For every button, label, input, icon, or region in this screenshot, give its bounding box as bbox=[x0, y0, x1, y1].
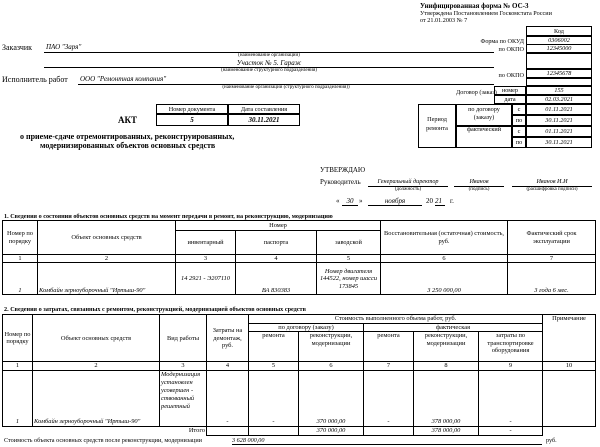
approval-month: ноября bbox=[368, 197, 422, 206]
approval-text: Утверждена Постановлением Госкомстата России bbox=[420, 10, 552, 17]
s1-h-passport: паспорта bbox=[236, 231, 317, 255]
s1-h-residual: Восстановительная (остаточная) стоимость, руб. bbox=[381, 221, 508, 255]
doc-num-label: Номер документа bbox=[156, 104, 228, 114]
head-fullname: Иванов И.И bbox=[536, 178, 568, 185]
s2-total-label: Итого bbox=[160, 426, 207, 435]
s1-colnum: 3 bbox=[176, 255, 236, 263]
year-suffix: г. bbox=[450, 197, 454, 205]
actual-label: фактический bbox=[466, 126, 502, 133]
s1-colnum: 2 bbox=[38, 255, 176, 263]
s2-colnum: 9 bbox=[479, 362, 543, 370]
s2-row-note bbox=[543, 370, 596, 426]
s1-row-factory: Номер двигателя 144522, номер шасси 173845 bbox=[317, 263, 381, 295]
s1-colnum: 7 bbox=[508, 255, 596, 263]
s1-colnum: 1 bbox=[3, 255, 38, 263]
to-label-2: по bbox=[512, 137, 526, 148]
from-label-1: с bbox=[512, 104, 526, 115]
okud-code: 0306002 bbox=[526, 36, 592, 45]
contract-number: 155 bbox=[526, 86, 592, 95]
s2-h-recon: реконструкции, модернизации bbox=[299, 332, 364, 362]
s1-h-life: Фактический срок эксплуатации bbox=[508, 221, 596, 255]
s2-h-work: Вид работы bbox=[160, 315, 207, 362]
s1-colnum: 4 bbox=[236, 255, 317, 263]
actual-to: 30.11.2021 bbox=[526, 137, 592, 148]
signature-caption: (подпись) bbox=[468, 187, 490, 192]
s2-h-costs: Затраты на демонтаж, руб. bbox=[207, 315, 249, 362]
s2-row-recon2: 378 000,00 bbox=[414, 370, 479, 426]
contract-number-label: номер bbox=[494, 86, 526, 95]
actual-from: 01.11.2021 bbox=[526, 126, 592, 137]
s2-h-transport: затраты по транспортировке оборудования bbox=[479, 332, 543, 362]
contract-from: 01.11.2021 bbox=[526, 104, 592, 115]
customer-name-caption: (наименование организации) bbox=[238, 53, 300, 58]
s2-h-contract: по договору (заказу) bbox=[249, 324, 364, 332]
s1-h-name: Объект основных средств bbox=[38, 221, 176, 255]
customer-unit: Участок № 5. Гараж bbox=[236, 59, 302, 67]
s2-h-name: Объект основных средств bbox=[33, 315, 160, 362]
customer-unit-caption: (наименование структурного подразделения) bbox=[221, 68, 317, 73]
s2-row-repair: - bbox=[249, 370, 299, 426]
s2-total-recon2: 378 000,00 bbox=[414, 426, 479, 435]
s2-h-num: Номер по порядку bbox=[3, 315, 33, 362]
s1-colnum: 6 bbox=[381, 255, 508, 263]
approval-year: 21 bbox=[435, 197, 445, 206]
s2-h-value: Стоимость выполненного объема работ, руб. bbox=[249, 315, 543, 324]
cost-unit: руб. bbox=[546, 437, 557, 444]
customer-name: ПАО "Заря" bbox=[46, 43, 82, 51]
s1-row-passport: ВА 830383 bbox=[236, 263, 317, 295]
form-title: Унифицированная форма № ОС-3 bbox=[420, 2, 529, 10]
s1-row-num: 1 bbox=[3, 263, 38, 295]
contractor-name: ООО "Ремонтная компания" bbox=[80, 75, 167, 83]
approval-day: 30 bbox=[342, 197, 358, 206]
contract-label: Договор (заказ) bbox=[456, 89, 497, 96]
doc-date: 30.11.2021 bbox=[228, 114, 300, 126]
doc-subtitle-2: модернизированных объектов основных средств bbox=[40, 141, 216, 150]
s2-row-num: 1 bbox=[3, 370, 33, 426]
s2-row-transport: - bbox=[479, 370, 543, 426]
from-label-2: с bbox=[512, 126, 526, 137]
period-label-2: ремонта bbox=[426, 125, 448, 132]
head-signature: Иванов bbox=[469, 178, 489, 185]
s1-h-number: Номер bbox=[176, 221, 381, 231]
customer-label: Заказчик bbox=[2, 43, 33, 52]
section2-title: 2. Сведения о затратах, связанных с ремонтом, реконструкцией, модернизацией объектов основных средств bbox=[4, 306, 306, 313]
code-header: Код bbox=[526, 26, 592, 36]
quote-close: » bbox=[359, 197, 363, 205]
year-prefix: 20 bbox=[426, 197, 433, 205]
s2-row-repair2: - bbox=[364, 370, 414, 426]
s2-h-note: Примечание bbox=[543, 315, 596, 362]
s2-row-recon: 370 000,00 bbox=[299, 370, 364, 426]
s2-h-repair: ремонта bbox=[249, 332, 299, 362]
s2-colnum: 8 bbox=[414, 362, 479, 370]
s1-h-factory: заводской bbox=[317, 231, 381, 255]
okud-label: Форма по ОКУД bbox=[480, 38, 524, 45]
approve-label: УТВЕРЖДАЮ bbox=[320, 166, 366, 174]
blank-code-cell bbox=[526, 53, 592, 69]
s2-h-recon2: реконструкции, модернизации bbox=[414, 332, 479, 362]
head-position: Генеральный директор bbox=[377, 178, 439, 185]
doc-date-label: Дата составления bbox=[228, 104, 300, 114]
s1-h-inv: инвентарный bbox=[176, 231, 236, 255]
s2-h-repair2: ремонта bbox=[364, 332, 414, 362]
approval-date: от 21.01.2003 № 7 bbox=[420, 17, 468, 24]
contract-date: 02.03.2021 bbox=[526, 95, 592, 104]
by-contract-label: по договору bbox=[468, 106, 500, 113]
doc-title: АКТ bbox=[118, 115, 138, 125]
contractor-caption: (наименование организации (структурного подразделения)) bbox=[222, 85, 350, 90]
section1-title: 1. Сведения о состоянии объектов основных средств на момент передачи в ремонт, на реконструкцию, модернизацию bbox=[4, 213, 333, 220]
s2-colnum: 3 bbox=[160, 362, 207, 370]
s2-row-costs: - bbox=[207, 370, 249, 426]
quote-open: « bbox=[336, 197, 340, 205]
cost-label: Стоимость объекта основных средств после реконструкции, модернизации bbox=[4, 437, 202, 444]
s2-colnum: 6 bbox=[299, 362, 364, 370]
section2-table bbox=[2, 314, 596, 436]
s2-total-recon: 370 000,00 bbox=[299, 426, 364, 435]
period-label-1: Период bbox=[427, 116, 447, 123]
s2-row-name: Комбайн зерноуборочный "Иртыш-90" bbox=[33, 370, 160, 426]
to-label-1: по bbox=[512, 115, 526, 126]
contractor-okpo-code: 12345678 bbox=[526, 69, 592, 78]
section1-table bbox=[2, 220, 596, 295]
contractor-label: Исполнитель работ bbox=[2, 75, 68, 84]
contract-to: 30.11.2021 bbox=[526, 115, 592, 126]
s1-row-life: 3 года 6 мес. bbox=[508, 263, 596, 295]
customer-okpo-code: 12345000 bbox=[526, 44, 592, 53]
okpo-label-contractor: по ОКПО bbox=[498, 72, 524, 79]
s1-colnum: 5 bbox=[317, 255, 381, 263]
s2-colnum: 4 bbox=[207, 362, 249, 370]
doc-subtitle-1: о приеме-сдаче отремонтированных, реконструированных, bbox=[20, 132, 235, 141]
fullname-caption: (расшифровка подписи) bbox=[526, 187, 578, 192]
s2-total-transport: - bbox=[479, 426, 543, 435]
cost-value: 3 628 000,00 bbox=[232, 437, 542, 445]
okpo-label-customer: по ОКПО bbox=[498, 46, 524, 53]
s1-row-name: Комбайн зерноуборочный "Иртыш-90" bbox=[38, 263, 176, 295]
contract-date-label: дата bbox=[494, 95, 526, 104]
s1-h-num: Номер по порядку bbox=[3, 221, 38, 255]
s2-colnum: 7 bbox=[364, 362, 414, 370]
s2-row-work: Модернизация установлен усовершен - ствованный решетный bbox=[160, 370, 207, 426]
s2-colnum: 5 bbox=[249, 362, 299, 370]
s1-row-inv: 14 2921 - Э207110 bbox=[176, 263, 236, 295]
s2-colnum: 2 bbox=[33, 362, 160, 370]
s2-colnum: 1 bbox=[3, 362, 33, 370]
by-contract-label-2: (заказу) bbox=[473, 114, 495, 121]
position-caption: (должность) bbox=[394, 187, 422, 192]
doc-number: 5 bbox=[156, 114, 228, 126]
head-label: Руководитель bbox=[320, 178, 361, 186]
blank-code-cell-2 bbox=[526, 78, 592, 86]
s2-colnum: 10 bbox=[543, 362, 596, 370]
s2-h-actual: фактическая bbox=[364, 324, 543, 332]
s1-row-residual: 3 250 000,00 bbox=[381, 263, 508, 295]
